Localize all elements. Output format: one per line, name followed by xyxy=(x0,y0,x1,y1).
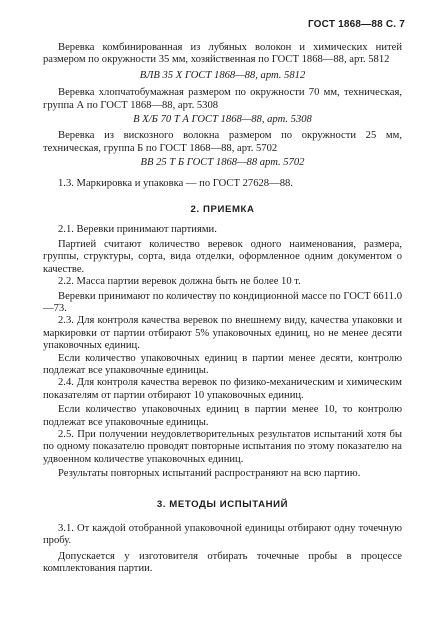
paragraph-rope-example-3: Веревка из вискозного волокна размером по окружности 25 мм, техническая, группа Б по ГОСТ 1868—88, арт. 5702 xyxy=(43,130,402,154)
designation-example-1: ВЛВ 35 Х ГОСТ 1868—88, арт. 5812 xyxy=(139,69,306,81)
paragraph-rope-example-1: Веревка комбинированная из лубяных волокон и химических нитей размером по окружности 35 мм, хозяйственная по ГОСТ 1868—88, арт. 5812 xyxy=(43,42,402,66)
acceptance-clause: Партией считают количество веревок одного наименования, размера, группы, структуры, сорта, вида отделки, оформленное одним документом о качестве. xyxy=(43,238,402,275)
test-methods-clause: 3.1. От каждой отобранной упаковочной единицы отбирают одну точечную пробу. xyxy=(43,523,402,547)
designation-example-3: ВВ 25 Т Б ГОСТ 1868—88 арт. 5702 xyxy=(140,157,305,169)
acceptance-clause: 2.1. Веревки принимают партиями. xyxy=(58,224,217,236)
acceptance-clause: 2.5. При получении неудовлетворительных результатов испытаний хотя бы по одному показателю проводят повторные испытания по этому показателю на удвоенном количестве упаковочных единиц. xyxy=(43,428,402,465)
acceptance-clause: Результаты повторных испытаний распространяют на всю партию. xyxy=(58,468,361,480)
acceptance-clause: 2.3. Для контроля качества веревок по внешнему виду, качества упаковки и маркировки от партии отбирают 5% упаковочных единиц, но не менее десяти упаковочных единиц. xyxy=(43,315,402,352)
page-body xyxy=(43,42,402,576)
acceptance-clause: Если количество упаковочных единиц в партии менее 10, то контролю подлежат все упаковочные единицы. xyxy=(43,404,402,428)
acceptance-clause: Веревки принимают по количеству по кондиционной массе по ГОСТ 6611.0—73. xyxy=(43,290,402,314)
test-methods-clause: Допускается у изготовителя отбирать точечные пробы в процессе комплектования партии. xyxy=(43,550,402,575)
designation-example-2: В Х/Б 70 Т А ГОСТ 1868—88, арт. 5308 xyxy=(133,114,312,126)
paragraph-rope-example-2: Веревка хлопчатобумажная размером по окружности 70 мм, техническая, группа А по ГОСТ 1868—88, арт. 5308 xyxy=(43,87,402,111)
acceptance-clause: Если количество упаковочных единиц в партии менее десяти, контролю подлежат все упаковочные единицы. xyxy=(43,352,402,376)
running-head: ГОСТ 1868—88 С. 7 xyxy=(307,19,405,30)
paragraph-marking-packing: 1.3. Маркировка и упаковка — по ГОСТ 27628—88. xyxy=(58,177,293,189)
section-heading-acceptance: 2. ПРИЕМКА xyxy=(190,204,255,216)
section-heading-test-methods: 3. МЕТОДЫ ИСПЫТАНИЙ xyxy=(156,498,289,510)
acceptance-clause: 2.2. Масса партии веревок должна быть не более 10 т. xyxy=(58,276,301,288)
acceptance-clause: 2.4. Для контроля качества веревок по физико-механическим и химическим показателям от партии отбирают 10 упаковочных единиц. xyxy=(43,377,402,401)
